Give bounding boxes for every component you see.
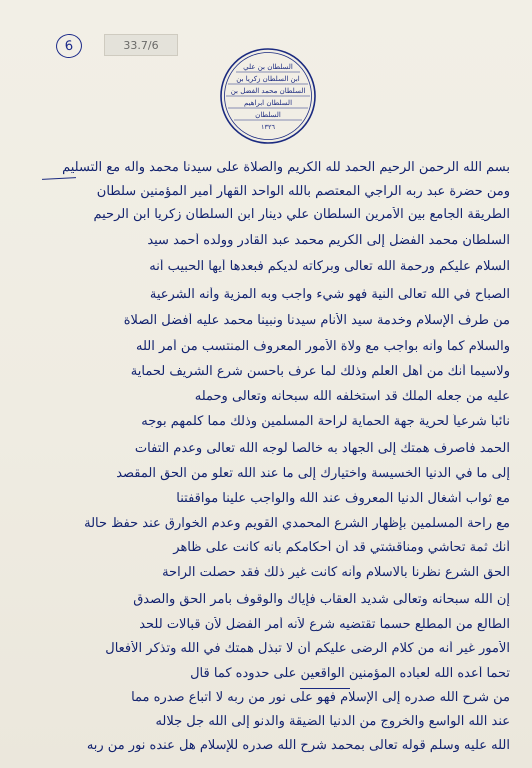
seal-line: السلطان محمد الفضل بن bbox=[230, 87, 306, 95]
seal-stamp bbox=[218, 46, 318, 146]
letter-line: إن الله سبحانه وتعالى شديد العقاب فإياك والوقوف بأمر الحق والصدق bbox=[133, 592, 510, 607]
letter-line: بسم الله الرحمن الرحيم الحمد لله الكريم والصلاة على سيدنا محمد وآله مع التسليم bbox=[62, 160, 510, 175]
letter-line: الله عليه وسلم قوله تعالى بمحمد شرح الله صدره للإسلام هل عنده نور من ربه bbox=[86, 738, 510, 753]
letter-line: عليه من جعله الملك قد استخلفه الله سبحانه وتعالى وحمله bbox=[194, 389, 510, 404]
seal-date: ١٣٢٦ bbox=[261, 123, 275, 131]
seal-line: السلطان بن علي bbox=[243, 63, 293, 71]
letter-line: ومن حضرة عبد ربه الراجي المعتصم بالله الواحد القهار أمير المؤمنين سلطان bbox=[96, 184, 510, 199]
letter-line: الطالع من المطلع حسما تقتضيه شرع لأنه أمر الفضل لأن قبالات للحد bbox=[139, 617, 510, 632]
letter-line: عند الله الواسع والخروج من الدنيا الضيقة والدنو إلى الله جل جلاله bbox=[155, 714, 510, 729]
page-number: 6 bbox=[64, 38, 74, 54]
letter-line: الأمور غير أنه من كلام الرضى عليكم أن لا تبذل همتك في الله وتذكر الأفعال bbox=[105, 641, 510, 656]
seal-line: السلطان ابراهيم bbox=[243, 99, 293, 107]
page-number-circle bbox=[55, 33, 83, 60]
seal-line: السلطان bbox=[255, 111, 281, 119]
ink-flourish bbox=[42, 177, 76, 180]
letter-line: الحق الشرع نظرنا بالاسلام وأنه كانت غير ذلك فقد حصلت الراحة bbox=[162, 565, 510, 580]
letter-line: من طرف الإسلام وخدمة سيد الأنام سيدنا ونبينا محمد عليه أفضل الصلاة bbox=[123, 313, 510, 328]
underline-stroke bbox=[300, 688, 350, 689]
letter-line: ولاسيما أنك من أهل العلم وذلك لما عرف بأحسن شرع الشريف لحماية bbox=[130, 364, 510, 379]
seal-line: ابن السلطان زكريا بن bbox=[236, 75, 300, 83]
letter-line: نائباً شرعياً لحرية جهة الحماية لراحة المسلمين وذلك مما كلمهم بوجه bbox=[141, 414, 510, 429]
letter-line: الصباح في الله تعالى النية فهو شيء واجب وبه المزية وأنه الشرعية bbox=[149, 287, 510, 302]
letter-line: الطريقة الجامع بين الأمرين السلطان علي دينار ابن السلطان زكريا ابن الرحيم bbox=[93, 207, 510, 222]
letter-line: الحمد فاصرف همتك إلى الجهاد به خالصاً لوجه الله تعالى وعدم التفات bbox=[134, 441, 510, 456]
letter-line: إلى ما في الدنيا الخسيسة واختيارك إلى ما عند الله تعلو من الحق المقصد bbox=[116, 466, 510, 481]
letter-line: أنك ثمة تحاشي ومناقشتي قد أن أحكامكم بأنه كانت على ظاهر bbox=[173, 540, 510, 555]
letter-line: السلطان محمد الفضل إلى الكريم محمد عبد القادر وولده أحمد سيد bbox=[147, 233, 510, 248]
archive-reference-label bbox=[104, 34, 178, 56]
letter-line: والسلام كما وأنه بواجب مع ولاة الأمور المعروف المنتسب من أمر الله bbox=[135, 339, 510, 354]
letter-line: تحما أعده الله لعباده المؤمنين الواقعين على حدوده كما قال bbox=[190, 666, 510, 681]
letter-line: السلام عليكم ورحمة الله تعالى وبركاته لديكم فبعدها أيها الحبيب أنه bbox=[149, 259, 510, 274]
letter-line: مع ثواب أشغال الدنيا المعروف عند الله والواجب علينا مواقفتنا bbox=[176, 491, 510, 506]
letter-line: مع راحة المسلمين بإظهار الشرع المحمدي القويم وعدم الخوارق عند حفظ حالة bbox=[84, 516, 510, 531]
archive-reference-text: 33.7/6 bbox=[123, 38, 159, 52]
letter-line: من شرح الله صدره إلى الإسلام فهو على نور من ربه لا اتباع صدره مما bbox=[131, 690, 510, 705]
